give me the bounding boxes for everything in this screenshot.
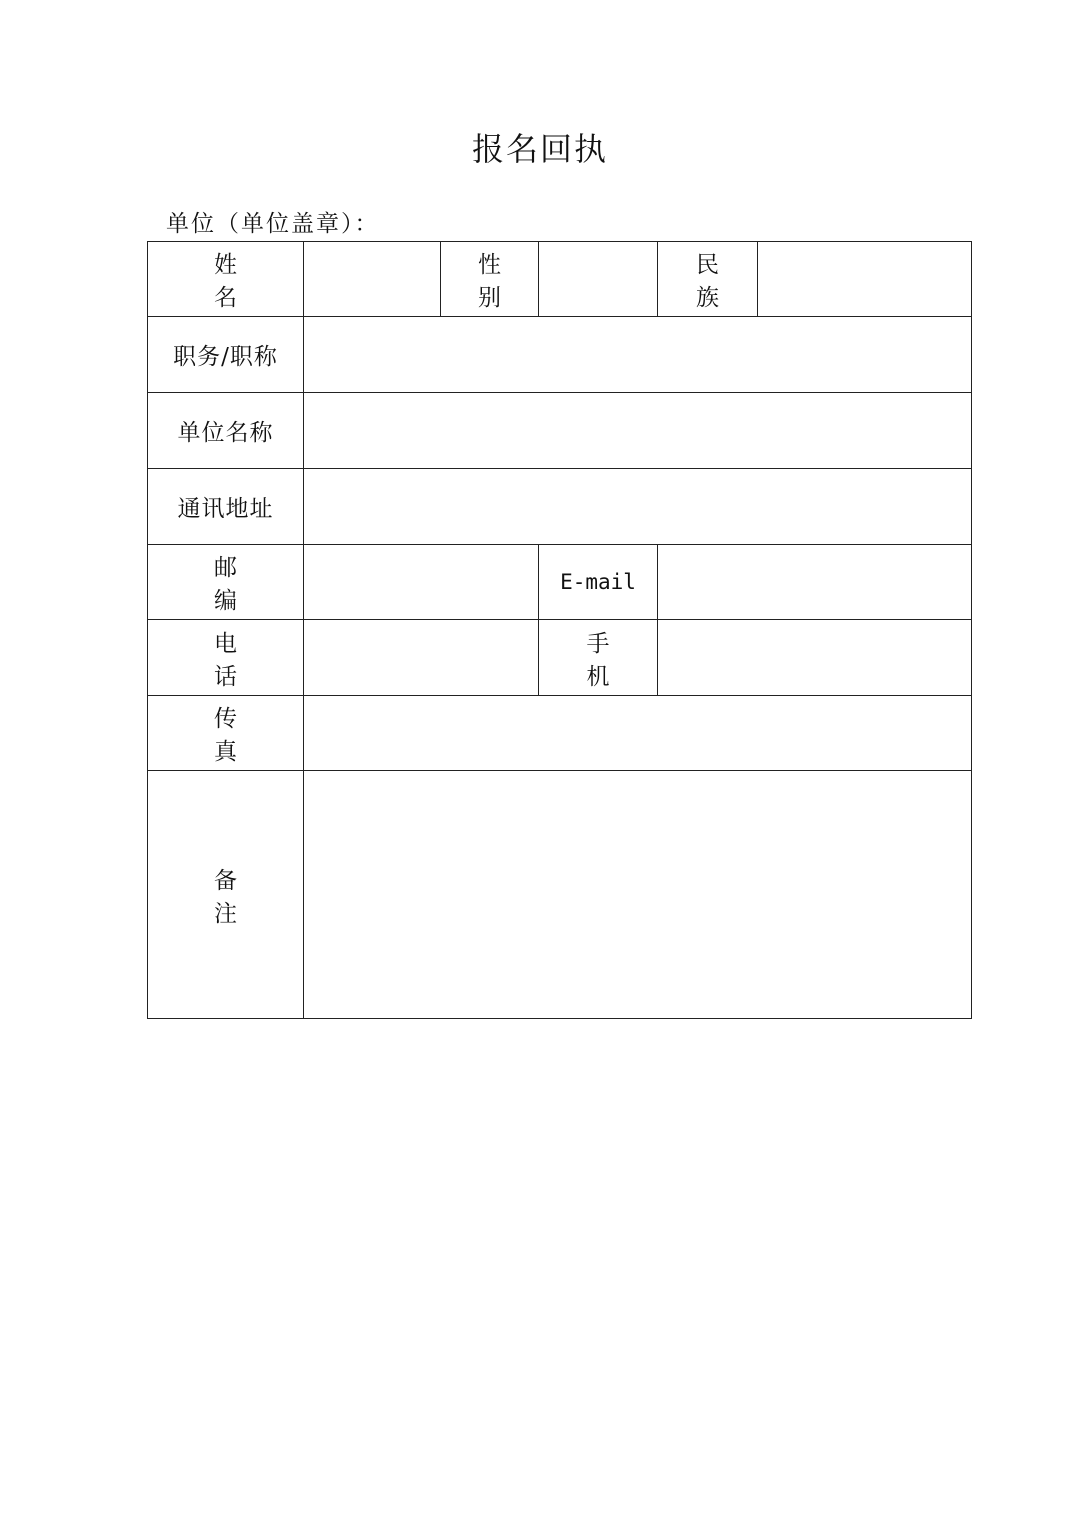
form-row-position (148, 317, 972, 393)
ethnicity-field[interactable] (758, 242, 972, 317)
form-row-address (148, 469, 972, 545)
form-row-org (148, 393, 972, 469)
postcode-label: 邮 编 (148, 545, 304, 620)
gender-label: 性 别 (441, 242, 539, 317)
form-row-remarks (148, 771, 972, 1019)
remarks-field[interactable] (304, 771, 972, 1019)
mobile-label: 手 机 (539, 620, 658, 696)
position-field[interactable] (304, 317, 972, 393)
name-field[interactable] (304, 242, 441, 317)
unit-stamp-line: 单位（单位盖章）： (166, 211, 380, 237)
form-row-name (148, 242, 972, 317)
page-title: 报名回执 (471, 130, 608, 168)
org-label: 单位名称 (148, 393, 304, 469)
remarks-label: 备 注 (148, 771, 304, 1019)
org-field[interactable] (304, 393, 972, 469)
registration-form-table (147, 241, 972, 1019)
email-label: E-mail (539, 545, 658, 620)
address-field[interactable] (304, 469, 972, 545)
fax-label: 传 真 (148, 696, 304, 771)
phone-field[interactable] (304, 620, 539, 696)
position-label: 职务/职称 (148, 317, 304, 393)
postcode-field[interactable] (304, 545, 539, 620)
phone-label: 电 话 (148, 620, 304, 696)
email-field[interactable] (658, 545, 972, 620)
form-row-fax (148, 696, 972, 771)
fax-field[interactable] (304, 696, 972, 771)
form-row-phone (148, 620, 972, 696)
form-row-postcode (148, 545, 972, 620)
ethnicity-label: 民 族 (658, 242, 758, 317)
gender-field[interactable] (539, 242, 658, 317)
address-label: 通讯地址 (148, 469, 304, 545)
name-label: 姓 名 (148, 242, 304, 317)
mobile-field[interactable] (658, 620, 972, 696)
